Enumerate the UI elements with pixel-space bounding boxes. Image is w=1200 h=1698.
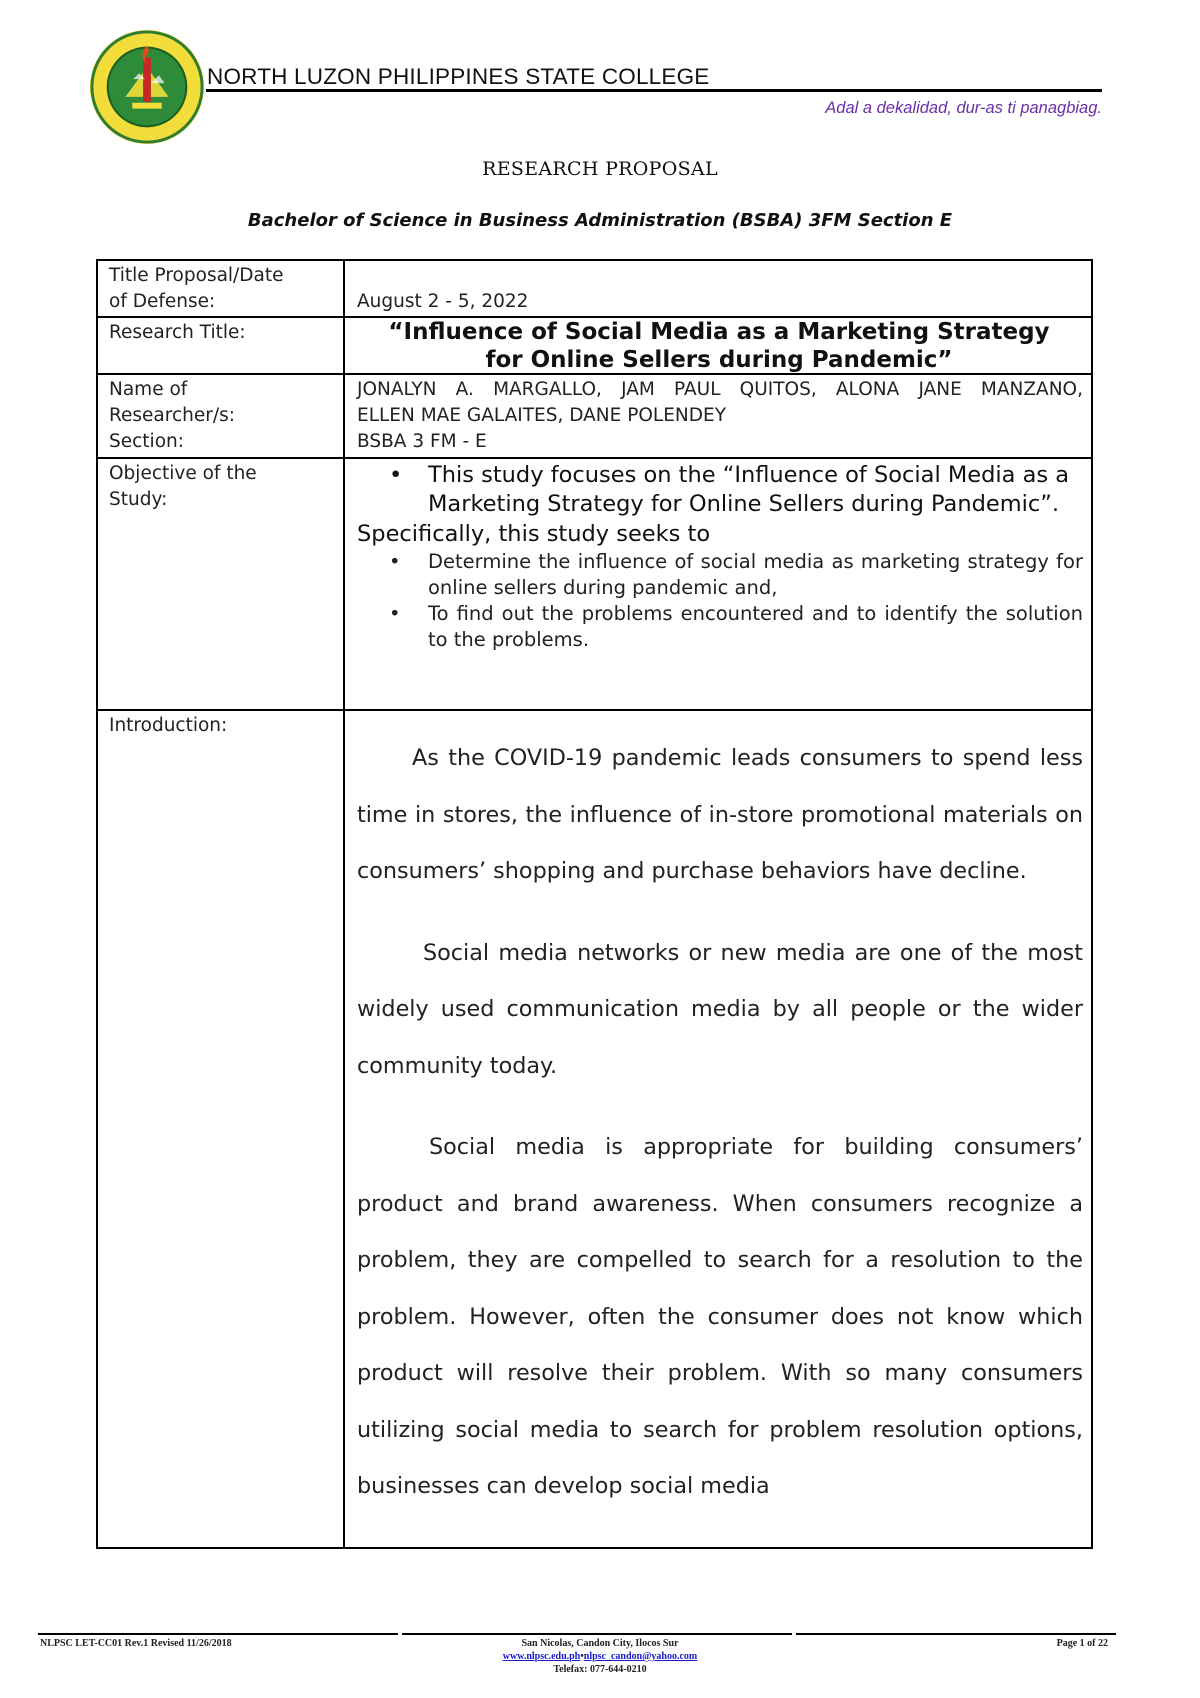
objective-main-bullet: • This study focuses on the “Influence of Social Media as a Marketing Strategy for Online Sellers during Pandemic”. bbox=[357, 461, 1083, 519]
table-row-divider bbox=[96, 709, 1093, 711]
footer-address: San Nicolas, Candon City, Ilocos Sur bbox=[521, 1638, 679, 1649]
researchers-value bbox=[357, 377, 1083, 455]
footer-rule bbox=[796, 1633, 1116, 1635]
college-motto: Adal a dekalidad, dur-as ti panagbiag. bbox=[825, 99, 1102, 117]
introduction-paragraph: Social media is appropriate for building consumers’ product and brand awareness. When consumers recognize a problem, they are compelled to search for a resolution to the problem. However, often the consumer does not know which product will resolve their problem. With so many consumers utilizing social media to search for problem resolution options, businesses can develop social media bbox=[357, 1134, 1083, 1499]
footer-page-number: Page 1 of 22 bbox=[1056, 1638, 1108, 1649]
college-seal-icon bbox=[88, 28, 206, 146]
footer-email-link[interactable]: nlpsc_candon@yahoo.com bbox=[583, 1651, 698, 1662]
researcher-names: JONALYN A. MARGALLO, JAM PAUL QUITOS, ALONA JANE MANZANO, bbox=[357, 379, 1083, 400]
researcher-names: ELLEN MAE GALAITES, DANE POLENDEY bbox=[357, 405, 726, 426]
header-rule bbox=[206, 89, 1102, 92]
footer-separator: • bbox=[580, 1651, 584, 1662]
research-title: “Influence of Social Media as a Marketing Strategy for Online Sellers during Pandemic” bbox=[388, 319, 1050, 373]
table-row-divider bbox=[96, 457, 1093, 459]
table-column-divider bbox=[343, 259, 345, 1549]
objective-label: Objective of the Study: bbox=[109, 463, 257, 510]
introduction-paragraph: Social media networks or new media are one of the most widely used communication media by all people or the wider community today. bbox=[357, 939, 1083, 1079]
page-bottom-margin bbox=[345, 1549, 1105, 1629]
objective-lead: Specifically, this study seeks to bbox=[357, 521, 711, 547]
footer-website-link[interactable]: www.nlpsc.edu.ph bbox=[502, 1651, 581, 1662]
document-subtitle: Bachelor of Science in Business Administration (BSBA) 3FM Section E bbox=[247, 210, 953, 231]
defense-label: Title Proposal/Date of Defense: bbox=[109, 265, 284, 312]
objective-sub-bullet: • To find out the problems encountered and to identify the solution to the problems. bbox=[357, 601, 1083, 653]
research-title-label: Research Title: bbox=[109, 322, 246, 343]
footer-phone: Telefax: 077-644-0210 bbox=[553, 1664, 647, 1675]
footer-form-code: NLPSC LET-CC01 Rev.1 Revised 11/26/2018 bbox=[40, 1638, 232, 1649]
defense-date: August 2 - 5, 2022 bbox=[357, 291, 529, 312]
document-title: RESEARCH PROPOSAL bbox=[482, 158, 718, 180]
objective-sub-bullet: • Determine the influence of social media as marketing strategy for online sellers during pandemic and, bbox=[357, 549, 1083, 601]
objective-value bbox=[357, 461, 1083, 653]
introduction-body bbox=[357, 730, 1083, 1515]
introduction-label: Introduction: bbox=[109, 715, 228, 736]
college-name: NORTH LUZON PHILIPPINES STATE COLLEGE bbox=[207, 64, 710, 89]
footer-contacts bbox=[0, 1651, 1200, 1662]
researchers-label: Name of Researcher/s: Section: bbox=[109, 379, 235, 452]
footer-rule bbox=[38, 1633, 398, 1635]
section-value: BSBA 3 FM - E bbox=[357, 431, 487, 452]
footer-rule bbox=[402, 1633, 792, 1635]
introduction-paragraph: As the COVID-19 pandemic leads consumers to spend less time in stores, the influence of in-store promotional materials on consumers’ shopping and purchase behaviors have decline. bbox=[357, 745, 1083, 884]
